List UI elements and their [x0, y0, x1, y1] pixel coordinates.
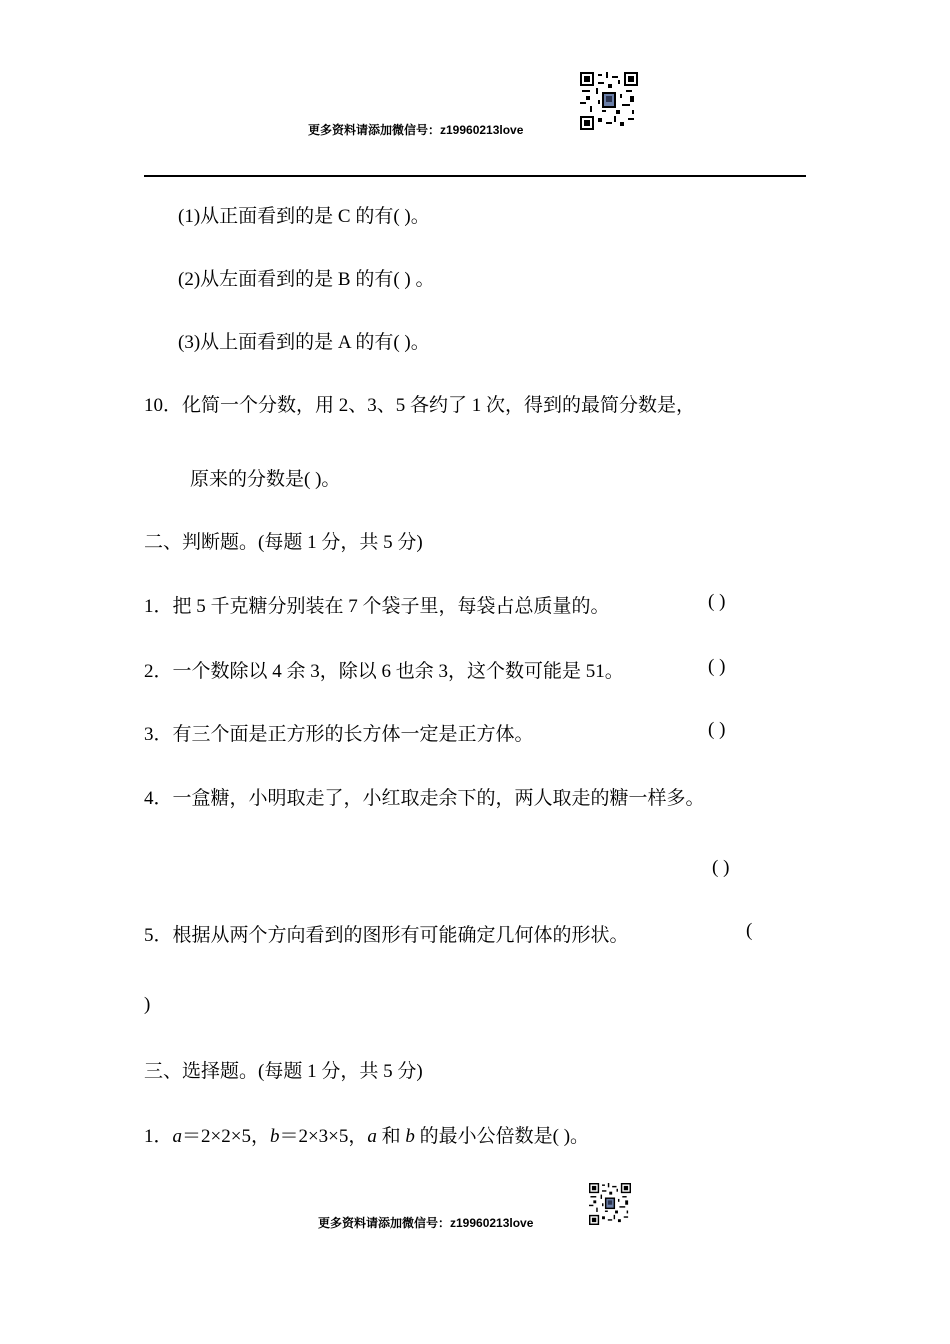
choice-1-text: [144, 1121, 589, 1148]
judge-2-text: 2．一个数除以 4 余 3，除以 6 也余 3，这个数可能是 51。: [144, 661, 624, 682]
q10-line-2: 原来的分数是( )。: [190, 469, 341, 490]
judge-3-paren: ( ): [708, 719, 726, 740]
header-watermark: 更多资料请添加微信号：z19960213love: [308, 123, 524, 137]
q10-line-1: 10．化简一个分数，用 2、3、5 各约了 1 次，得到的最简分数是，: [144, 395, 696, 416]
header-qr-code: [580, 72, 638, 130]
choice-1-number: 1．: [144, 1126, 173, 1147]
judge-1-text: 1．把 5 千克糖分别装在 7 个袋子里，每袋占总质量的。: [144, 596, 610, 617]
judge-3-text: 3．有三个面是正方形的长方体一定是正方体。: [144, 724, 534, 745]
judge-5-paren-open: (: [746, 920, 753, 941]
var-a: a: [172, 1126, 183, 1147]
q9-item-3: (3)从上面看到的是 A 的有( )。: [178, 332, 430, 353]
footer-qr-code: [589, 1183, 631, 1225]
section-2-title: 二、判断题。(每题 1 分，共 5 分): [144, 532, 423, 553]
q9-item-2: (2)从左面看到的是 B 的有( ) 。: [178, 269, 435, 290]
judge-5-text: 5．根据从两个方向看到的图形有可能确定几何体的形状。: [144, 925, 629, 946]
choice-1-expr-a: ＝2×2×5，: [182, 1126, 270, 1147]
q9-item-1: (1)从正面看到的是 C 的有( )。: [178, 206, 430, 227]
var-b: b: [269, 1126, 280, 1147]
choice-1-and: 和: [376, 1126, 406, 1147]
section-3-title: 三、选择题。(每题 1 分，共 5 分): [144, 1061, 423, 1082]
header-rule: [144, 175, 806, 177]
var-b-2: b: [405, 1126, 415, 1147]
var-a-2: a: [367, 1126, 377, 1147]
choice-1-question: 的最小公倍数是( )。: [414, 1126, 590, 1147]
judge-5-paren-close: ): [144, 994, 151, 1015]
judge-4-text: 4．一盒糖，小明取走了，小红取走余下的，两人取走的糖一样多。: [144, 788, 705, 809]
judge-4-paren: ( ): [712, 857, 730, 878]
judge-1-paren: ( ): [708, 591, 726, 612]
choice-1-expr-b: ＝2×3×5，: [279, 1126, 368, 1147]
footer-watermark: 更多资料请添加微信号：z19960213love: [318, 1216, 534, 1230]
judge-2-paren: ( ): [708, 656, 726, 677]
